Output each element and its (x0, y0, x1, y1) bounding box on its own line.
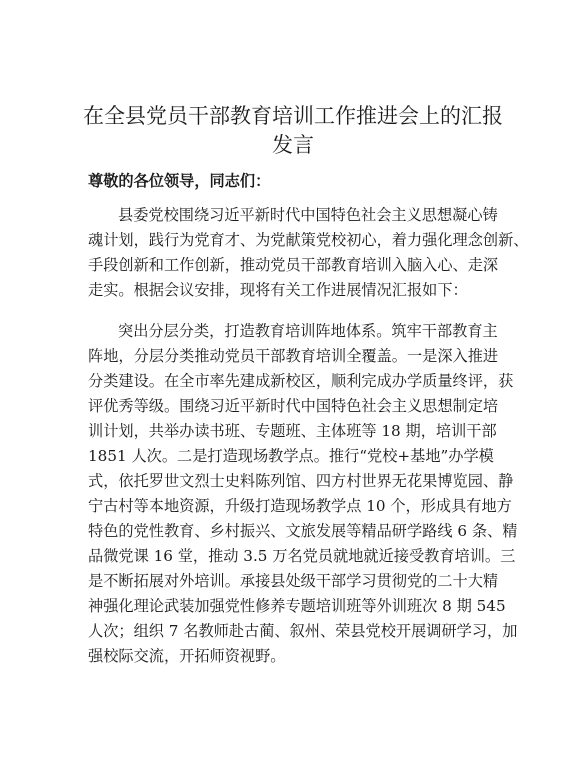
paragraph-2-line: 突出分层分类，打造教育培训阵地体系。筑牢干部教育主 (118, 322, 498, 340)
paragraph-1-line: 手段创新和工作创新，推动党员干部教育培训入脑入心、走深 (88, 256, 499, 274)
paragraph-2-line: 训计划，共举办读书班、专题班、主体班等 18 期，培训干部 (88, 422, 497, 440)
paragraph-2-line: 神强化理论武装加强党性修养专题培训班等外训班次 8 期 545 (88, 597, 506, 615)
paragraph-2-line: 式，依托罗世文烈士史料陈列馆、四方村世界无花果博览园、静 (88, 472, 514, 490)
paragraph-1-line: 走实。根据会议安排，现将有关工作进展情况汇报如下： (88, 281, 468, 299)
paragraph-2-line: 强校际交流，开拓师资视野。 (88, 647, 286, 665)
paragraph-1-line: 县委党校围绕习近平新时代中国特色社会主义思想凝心铸 (118, 206, 498, 224)
salutation: 尊敬的各位领导，同志们： (88, 172, 271, 190)
paragraph-2-line: 分类建设。在全市率先建成新校区，顺利完成办学质量终评，获 (88, 372, 514, 390)
paragraph-2-line: 特色的党性教育、乡村振兴、文旅发展等精品研学路线 6 条、精 (88, 522, 518, 540)
paragraph-2-line: 人次；组织 7 名教师赴古蔺、叙州、荣县党校开展调研学习，加 (88, 622, 518, 640)
paragraph-2-line: 是不断拓展对外培训。承接县处级干部学习贯彻党的二十大精 (88, 572, 499, 590)
paragraph-2-line: 宁古村等本地资源，升级打造现场教学点 10 个，形成具有地方 (88, 497, 512, 515)
paragraph-1-line: 魂计划，践行为党育才、为党献策党校初心，着力强化理念创新、 (88, 231, 529, 249)
paragraph-2-line: 评优秀等级。围绕习近平新时代中国特色社会主义思想制定培 (88, 397, 499, 415)
paragraph-2-line: 品微党课 16 堂，推动 3.5 万名党员就地就近接受教育培训。三 (88, 547, 516, 565)
paragraph-2-line: 阵地，分层分类推动党员干部教育培训全覆盖。一是深入推进 (88, 347, 499, 365)
paragraph-2-line: 1851 人次。二是打造现场教学点。推行“党校+基地”办学模 (88, 447, 494, 465)
document-title-line-2: 发言 (272, 133, 314, 157)
document-title-line-1: 在全县党员干部教育培训工作推进会上的汇报 (83, 104, 503, 128)
